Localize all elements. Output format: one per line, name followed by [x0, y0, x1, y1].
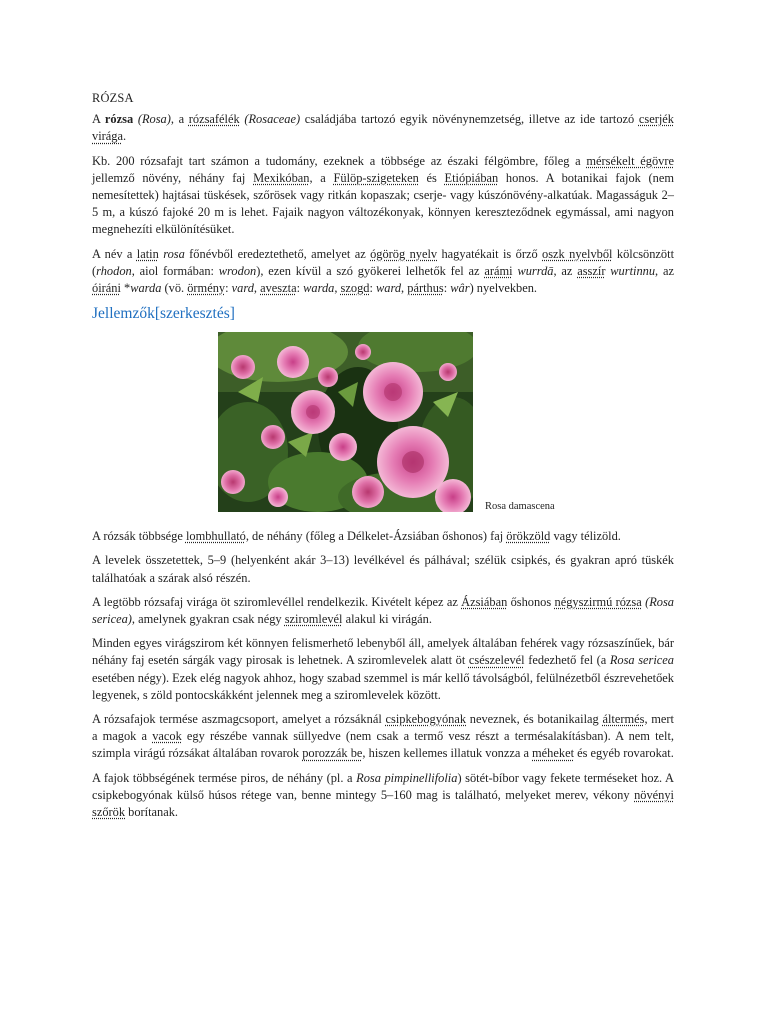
article-link[interactable]: Fülöp-szigeteken: [333, 170, 419, 185]
text-run: , aiol formában:: [131, 263, 219, 278]
text-run: , a: [309, 170, 334, 185]
text-run: A fajok többségének termése piros, de néhány (pl. a: [92, 770, 357, 785]
text-run: Rosa pimpinellifolia: [356, 770, 458, 785]
text-run: jellemző növény, néhány faj: [92, 170, 254, 185]
article-link[interactable]: szogd: [340, 281, 370, 296]
text-run: A legtöbb rózsafaj virága öt sziromlevéllel rendelkezik. Kivételt képez az: [92, 594, 462, 609]
section-heading-characteristics: [92, 304, 674, 324]
article-link[interactable]: asszír: [577, 263, 606, 278]
paragraph-leaves: [92, 552, 674, 586]
text-run: és: [418, 170, 445, 185]
text-run: őshonos: [507, 594, 555, 609]
section-title: Jellemzők: [92, 305, 155, 323]
text-run: :: [296, 281, 304, 296]
article-link[interactable]: porozzák be: [302, 746, 363, 761]
edit-section-link[interactable]: szerkesztés: [160, 305, 230, 323]
article-link[interactable]: vacok: [152, 729, 182, 744]
text-run: A levelek összetettek, 5–9 (helyenként akár 3–13) levélkével és pálhával; szélük csipkés, és gyakran apró tüskék találhatóak a szárak alsó részén.: [92, 553, 674, 585]
text-run: rózsa: [104, 112, 134, 127]
text-run: ,: [253, 281, 261, 296]
article-link[interactable]: óiráni: [92, 281, 121, 296]
text-run: :: [225, 281, 232, 296]
text-run: Rosa sericea: [609, 653, 674, 668]
edit-bracket-open: [: [154, 305, 161, 323]
text-run: főnévből eredeztethető, amelyet az: [184, 246, 371, 261]
figure-caption: Rosa damascena: [485, 501, 555, 513]
text-run: fedezhető fel (a: [524, 653, 610, 668]
text-run: honos. A botanikai fajok (nem nemesítettek) hajtásai tüskések, szőrösek vagy ritkán kopaszak; cserje- vagy kúszónövény-alkatúak. Magasságuk 2–5 m, a kúszó fajoké 20 m is lehet. Fajaik nagyon változékonyak, könnyen kereszteződnek egymással, ami nagyon megnehezíti elkülönítésüket.: [92, 170, 675, 237]
paragraph-etymology: [92, 246, 674, 298]
text-run: ward: [376, 281, 402, 296]
text-run: :: [369, 281, 377, 296]
text-run: :: [443, 281, 451, 296]
text-run: warda: [130, 281, 162, 296]
text-run: Kb. 200 rózsafajt tart számon a tudomány, ezeknek a többsége az északi félgömbre, főleg a: [92, 153, 587, 168]
article-link[interactable]: arámi: [484, 263, 513, 278]
text-run: neveznek, és botanikailag: [466, 712, 603, 727]
article-link[interactable]: mérsékelt égövre: [586, 153, 674, 168]
article-link[interactable]: cserjék: [638, 112, 674, 127]
text-run: , az: [655, 263, 674, 278]
article-link[interactable]: ógörög nyelv: [370, 246, 438, 261]
article-link[interactable]: méheket: [532, 746, 575, 761]
text-run: , amelynek gyakran csak négy: [131, 612, 285, 627]
text-run: családjába tartozó egyik növénynemzetség, illetve az ide tartozó: [300, 112, 639, 127]
article-link[interactable]: Mexikóban: [253, 170, 310, 185]
text-run: egy részébe vannak süllyedve (nem csak a termő vesz részt a termésalakításban). A nem telt, szimpla virágú rózsákat általában rovarok: [92, 729, 674, 761]
rose-photo[interactable]: [218, 332, 473, 512]
page-title: RÓZSA: [92, 91, 134, 105]
text-run: A rózsák többsége: [92, 529, 186, 544]
article-link[interactable]: növényi szőrök: [92, 787, 674, 820]
text-run: és egyéb rovarokat.: [574, 746, 674, 761]
article-link[interactable]: párthus: [407, 281, 444, 296]
text-run: ,: [334, 281, 341, 296]
text-run: rosa: [163, 246, 185, 261]
paragraph-intro: [92, 111, 674, 145]
article: [92, 90, 674, 828]
article-link[interactable]: csészelevél: [468, 653, 525, 668]
text-run: wrodon: [218, 263, 257, 278]
text-run: alakul ki virágán.: [342, 612, 432, 627]
text-run: warda: [303, 281, 335, 296]
article-link[interactable]: rózsafélék: [188, 112, 240, 127]
text-run: kölcsönzött (: [92, 246, 675, 278]
paragraph-fruit: [92, 711, 674, 763]
text-run: A rózsafajok termése aszmagcsoport, amelyet a rózsáknál: [92, 712, 386, 727]
text-run: , az: [553, 263, 578, 278]
text-run: , de néhány (főleg a Délkelet-Ázsiában őshonos) faj: [245, 529, 507, 544]
text-run: ), ezen kívül a szó gyökerei lelhetők fel az: [256, 263, 485, 278]
text-run: , mert a magok a: [92, 712, 674, 744]
article-link[interactable]: Ázsiában: [461, 594, 508, 609]
text-run: (vö.: [161, 281, 188, 296]
text-run: borítanak.: [125, 805, 179, 820]
text-run: A: [92, 112, 105, 127]
rose-photo-illustration: [218, 332, 473, 512]
article-link[interactable]: aveszta: [260, 281, 297, 296]
text-run: (Rosa): [137, 112, 171, 127]
text-run: , a: [170, 112, 189, 127]
text-run: ) nyelvekben.: [469, 281, 538, 296]
text-run: ) sötét-bíbor vagy fekete terméseket hoz. A csipkebogyónak külső húsos rétege van, benne mintegy 5–160 mag is található, melyeket merev, vékony: [92, 770, 675, 802]
article-link[interactable]: áltermés: [602, 712, 645, 727]
figure: [92, 332, 674, 522]
article-link[interactable]: örökzöld: [506, 529, 551, 544]
text-run: ,: [401, 281, 408, 296]
text-run: wâr: [450, 281, 470, 296]
text-run: Minden egyes virágszirom két könnyen felismerhető lebenyből áll, amelyek általában fehérek vagy rózsaszínűek, bár néhány faj esetén sárgák vagy pirosak is lehetnek. A sziromlevelek alatt öt: [92, 636, 674, 668]
text-run: vagy télizöld.: [550, 529, 621, 544]
edit-bracket-close: ]: [229, 305, 235, 323]
text-run: vard: [231, 281, 254, 296]
paragraph-petals: [92, 594, 674, 628]
paragraph-petal-lobes: [92, 635, 674, 704]
article-link[interactable]: lombhullató: [185, 529, 246, 544]
text-run: (Rosa sericea): [92, 594, 674, 627]
text-run: hagyatékait is őrző: [437, 246, 543, 261]
paragraph-foliage: [92, 528, 674, 545]
article-link[interactable]: csipkebogyónak: [385, 712, 467, 727]
article-link[interactable]: virága: [92, 129, 123, 144]
text-run: (Rosaceae): [244, 112, 301, 127]
text-run: wurrdā: [517, 263, 554, 278]
text-run: wurtinnu: [610, 263, 656, 278]
article-link[interactable]: négyszirmú rózsa: [554, 594, 642, 609]
article-link[interactable]: sziromlevél: [284, 612, 343, 627]
article-link[interactable]: örmény: [187, 281, 226, 296]
text-run: esetében négy). Ezek elég nagyok ahhoz, hogy szabad szemmel is már kellő távolságból, felülnézetből észrevehetőek legyenek, s zöld pontocskákként jelennek meg a sziromlevelek között.: [92, 670, 674, 702]
text-run: *: [120, 281, 131, 296]
paragraph-hips: [92, 770, 674, 822]
text-run: rhodon: [96, 263, 132, 278]
article-link[interactable]: oszk nyelvből: [542, 246, 613, 261]
paragraph-distribution: [92, 153, 674, 239]
text-run: .: [122, 129, 127, 144]
article-link[interactable]: latin: [136, 246, 159, 261]
text-run: , hiszen kellemes illatuk vonzza a: [362, 746, 533, 761]
article-link[interactable]: Etiópiában: [444, 170, 499, 185]
text-run: A név a: [92, 246, 137, 261]
